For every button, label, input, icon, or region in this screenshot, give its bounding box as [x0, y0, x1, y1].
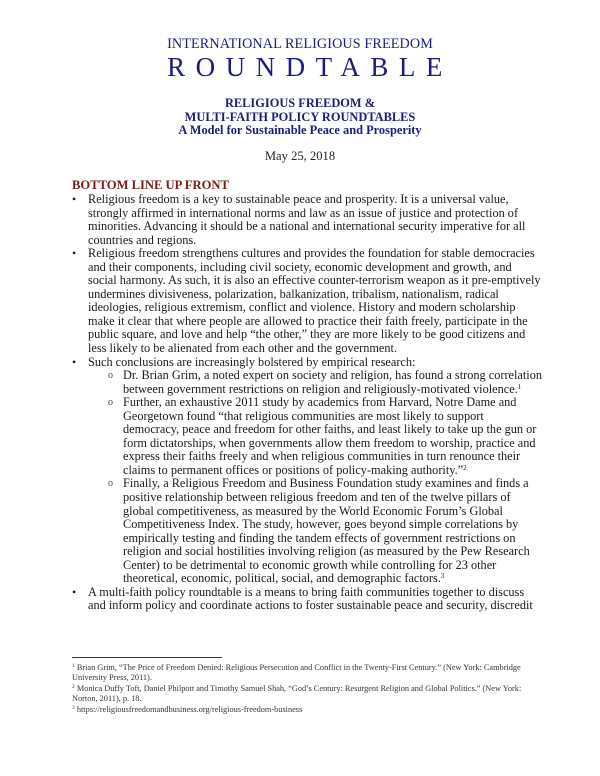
sub-list-item-text: Finally, a Religious Freedom and Business Foundation study examines and finds a positive relationship between religious freedom and ten of the twelve pillars of global competitiveness, as measured by the World Economic Forum’s Global Competitiveness Index. The study, however, goes beyond simple correlations by empirically testing and finding the tandem effects of government restrictions on religion and social hostilities involving religion (as measured by the Pew Research Center) to be detrimental to economic growth while controlling for 23 other theoretical, economic, political, social, and demographic factors. [123, 476, 530, 586]
bullet-icon: • [72, 192, 77, 206]
list-item [72, 586, 542, 613]
footnote-text: Monica Duffy Toft, Daniel Philpott and Timothy Samuel Shah, “God’s Century: Resurgent Religion and Global Politics.” (New York: Norton, 2011), p. 18. [72, 683, 522, 704]
document-title-line2: MULTI-FAITH POLICY ROUNDTABLES [184, 109, 416, 124]
footnote-ref[interactable]: 1 [517, 382, 522, 391]
footnote-ref[interactable]: 2 [463, 463, 467, 472]
list-item-text: Such conclusions are increasingly bolstered by empirical research: [88, 354, 416, 369]
footnote-number: 3 [72, 704, 75, 711]
document-date: May 25, 2018 [264, 149, 336, 163]
footnote-divider [72, 657, 222, 658]
organization-name: INTERNATIONAL RELIGIOUS FREEDOM [167, 36, 433, 52]
list-item [72, 356, 542, 370]
sub-list-item [72, 369, 542, 396]
circle-bullet-icon: o [108, 478, 113, 490]
footnote [72, 684, 542, 705]
footnote-number: 1 [72, 663, 75, 669]
footnote-text: Brian Grim, “The Price of Freedom Denied: Religious Persecution and Conflict in the Twenty-First Century.” (New York: Cambridge University Press, 2011). [72, 663, 521, 683]
bullet-icon: • [72, 246, 77, 261]
footnotes [72, 663, 542, 715]
sub-list-item-text: Further, an exhaustive 2011 study by academics from Harvard, Notre Dame and Georgetown found “that religious communities are most likely to support democracy, peace and freedom for other faiths, and least likely to take up the gun or form dictatorships, when governments allow them freedom to worship, practice and express their faiths freely and when religious communities in turn renounce their claims to permanent offices or positions of policy-making authority.” [123, 395, 537, 477]
sub-list-item [72, 477, 542, 585]
list-item-text: A multi-faith policy roundtable is a means to bring faith communities together to discuss and inform policy and coordinate actions to foster sustainable peace and security, discredit [88, 584, 533, 613]
circle-bullet-icon: o [108, 397, 113, 409]
sub-list-item [72, 396, 542, 477]
list-item-text: Religious freedom is a key to sustainable peace and prosperity. It is a universal value, strongly affirmed in international norms and law as an issue of justice and protection of minorities. Advancing it should be a national and international security imperative for all countries and regions. [88, 192, 526, 247]
brand-title: ROUNDTABLE [167, 52, 453, 82]
footnote [72, 705, 542, 715]
circle-bullet-icon: o [108, 370, 113, 382]
footnote [72, 663, 542, 684]
list-item-text: Religious freedom strengthens cultures and provides the foundation for stable democracies and their components, including civil society, economic development and growth, and social harmony. As such, it is also an effective counter-terrorism weapon as it pre-emptively undermines divisiveness, polarization, balkanization, tribalism, nationalism, radical ideologies, religious extremism, conflict and violence. History and modern scholarship make it clear that where people are allowed to practice their faith freely, participate in the public square, and love and help “the other,” they are more likely to be good citizens and less likely to be alienated from each other and the government. [88, 246, 541, 356]
document-subtitle: A Model for Sustainable Peace and Prosperity [178, 123, 422, 137]
list-item [72, 193, 542, 247]
footnote-number: 2 [72, 683, 75, 690]
list-item [72, 247, 542, 355]
sub-list-item-text: Dr. Brian Grim, a noted expert on society and religion, has found a strong correlation between government restrictions on religion and religiously-motivated violence. [123, 368, 543, 396]
bullet-icon: • [72, 584, 77, 599]
section-heading: BOTTOM LINE UP FRONT [72, 178, 229, 192]
footnote-ref[interactable]: 3 [440, 572, 445, 581]
document-title-line1: RELIGIOUS FREEDOM & [224, 96, 376, 110]
bullet-icon: • [72, 354, 77, 369]
footnote-link[interactable]: https://religiousfreedomandbusiness.org/religious-freedom-business [76, 704, 303, 714]
bullet-list [72, 193, 542, 613]
